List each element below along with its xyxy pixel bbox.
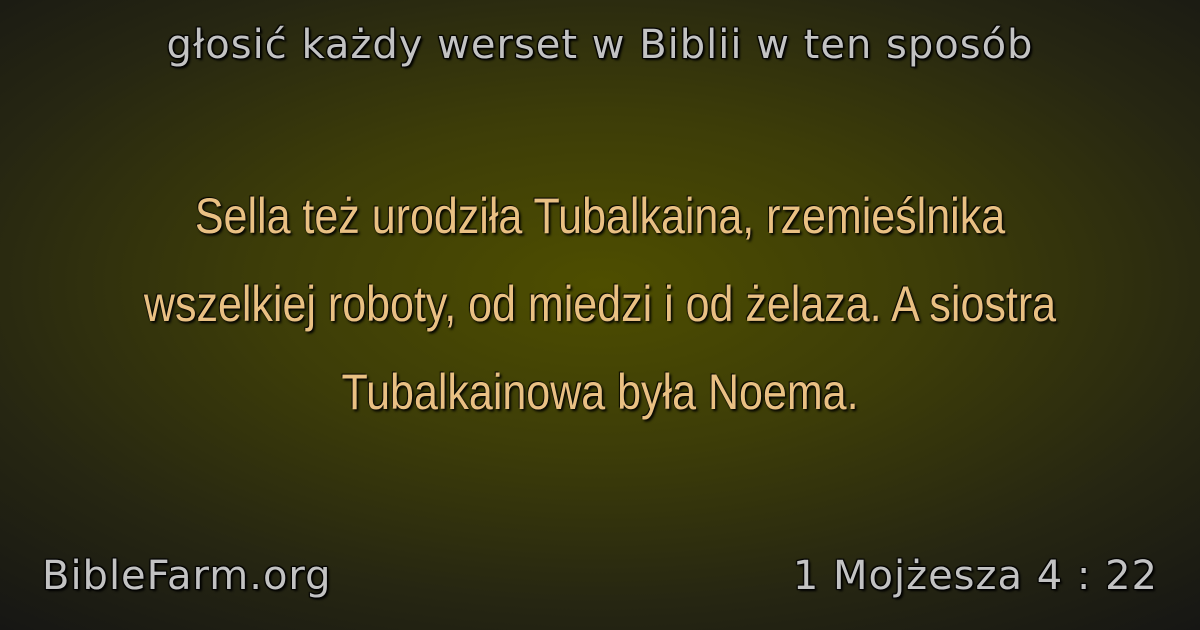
verse-reference: 1 Mojżesza 4 : 22 (792, 553, 1158, 599)
tagline-header: głosić każdy werset w Biblii w ten sposób (166, 22, 1034, 68)
site-name: BibleFarm.org (42, 553, 332, 599)
verse-text: Sella też urodziła Tubalkaina, rzemieślnika wszelkiej roboty, od miedzi i od żelaza. A siostra Tubalkainowa była Noema. (143, 188, 1057, 420)
